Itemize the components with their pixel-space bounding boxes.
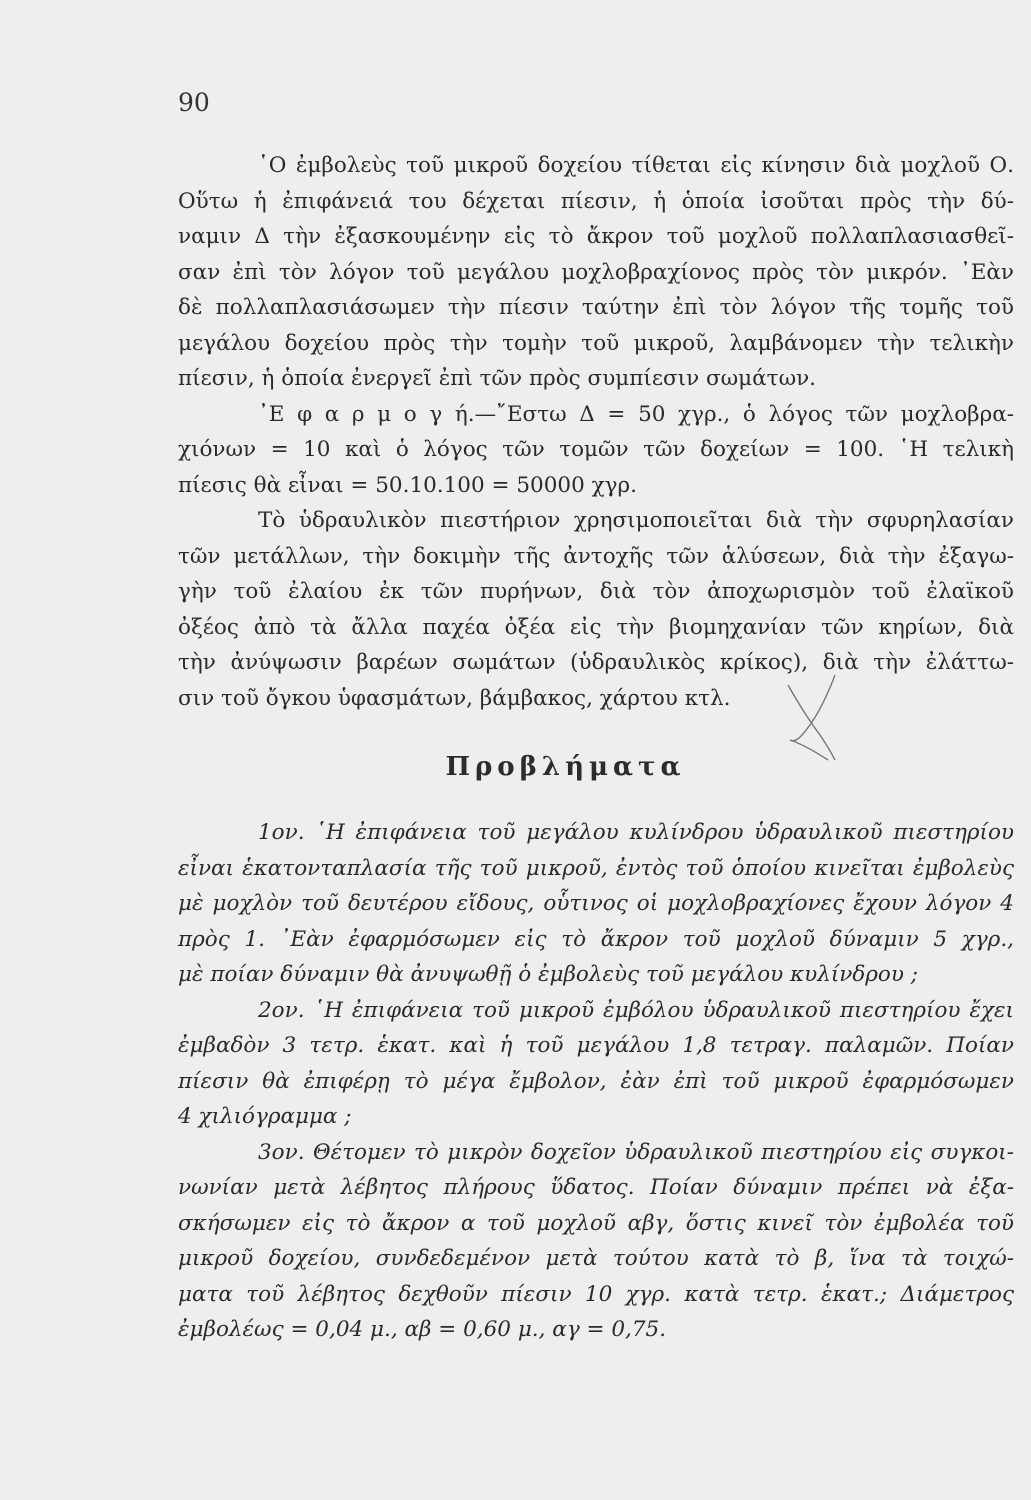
body-text — [178, 148, 1014, 716]
problem-1 — [178, 815, 1014, 993]
text-line: χιόνων = 10 καὶ ὁ λόγος τῶν τομῶν τῶν δοχείων = 100. ῾Η τελικὴ — [178, 437, 1014, 462]
page-number: 90 — [178, 88, 210, 117]
text-line: γὴν τοῦ ἐλαίου ἐκ τῶν πυρήνων, διὰ τὸν ἀποχωρισμὸν τοῦ ἐλαϊκοῦ — [178, 579, 1014, 604]
text-line: ῾Ο ἐμβολεὺς τοῦ μικροῦ δοχείου τίθεται εἰς κίνησιν διὰ μοχλοῦ Ο. — [258, 153, 1014, 178]
text-line: ἐμβολέως = 0,04 μ., αβ = 0,60 μ., αγ = 0,75. — [178, 1317, 667, 1342]
text-line: πίεσιν, ἡ ὁποία ἐνεργεῖ ἐπὶ τῶν πρὸς συμπίεσιν σωμάτων. — [178, 366, 817, 391]
problem-2 — [178, 993, 1014, 1135]
paragraph-press-description — [178, 148, 1014, 397]
text-line: 1ον. ῾Η ἐπιφάνεια τοῦ μεγάλου κυλίνδρου ὑδραυλικοῦ πιεστηρίου — [258, 820, 1014, 845]
text-line: πίεσιν θὰ ἐπιφέρῃ τὸ μέγα ἔμβολον, ἐὰν ἐπὶ τοῦ μικροῦ ἐφαρμόσωμεν — [178, 1068, 1014, 1094]
paragraph-uses — [178, 503, 1014, 716]
paragraph-application — [178, 397, 1014, 504]
text-line: 3ον. Θέτομεν τὸ μικρὸν δοχεῖον ὑδραυλικοῦ πιεστηρίου εἰς συγκοι- — [258, 1139, 1014, 1165]
text-line: ναμιν Δ τὴν ἐξασκουμένην εἰς τὸ ἄκρον τοῦ μοχλοῦ πολλαπλασιασθεῖ- — [178, 224, 1014, 249]
text-line: τῶν μετάλλων, τὴν δοκιμὴν τῆς ἀντοχῆς τῶν ἁλύσεων, διὰ τὴν ἐξαγω- — [178, 543, 1014, 569]
text-line: πίεσις θὰ εἶναι = 50.10.100 = 50000 χγρ. — [178, 472, 637, 498]
text-line: νωνίαν μετὰ λέβητος πλήρους ὕδατος. Ποίαν δύναμιν πρέπει νὰ ἐξα- — [178, 1175, 1014, 1200]
text-line: σιν τοῦ ὄγκου ὑφασμάτων, βάμβακος, χάρτου κτλ. — [178, 685, 731, 711]
text-line: ματα τοῦ λέβητος δεχθοῦν πίεσιν 10 χγρ. κατὰ τετρ. ἑκατ.; Διάμετρος — [178, 1281, 1014, 1307]
text-line: δὲ πολλαπλασιάσωμεν τὴν πίεσιν ταύτην ἐπὶ τὸν λόγον τῆς τομῆς τοῦ — [178, 295, 1014, 320]
text-line: ᾿Ε φ α ρ μ ο γ ή.—῎Εστω Δ = 50 χγρ., ὁ λόγος τῶν μοχλοβρα- — [258, 401, 1014, 427]
text-line: εἶναι ἑκατονταπλασία τῆς τοῦ μικροῦ, ἐντὸς τοῦ ὁποίου κινεῖται ἐμβολεὺς — [178, 855, 1014, 881]
problem-3 — [178, 1135, 1014, 1348]
text-line: Τὸ ὑδραυλικὸν πιεστήριον χρησιμοποιεῖται διὰ τὴν σφυρηλασίαν — [258, 508, 1014, 533]
text-line: σαν ἐπὶ τὸν λόγον τοῦ μεγάλου μοχλοβραχίονος πρὸς τὸν μικρόν. ᾿Εὰν — [178, 259, 1014, 285]
text-line: μὲ μοχλὸν τοῦ δευτέρου εἴδους, οὗτινος οἱ μοχλοβραχίονες ἔχουν λόγον 4 — [178, 891, 1014, 916]
section-heading: Προβλήματα — [445, 752, 686, 782]
text-line: μικροῦ δοχείου, συνδεδεμένον μετὰ τούτου κατὰ τὸ β, ἵνα τὰ τοιχώ- — [178, 1246, 1014, 1271]
text-line: πρὸς 1. ᾿Εὰν ἐφαρμόσωμεν εἰς τὸ ἄκρον τοῦ μοχλοῦ δύναμιν 5 χγρ., — [178, 926, 1014, 952]
text-line: ἐμβαδὸν 3 τετρ. ἑκατ. καὶ ἡ τοῦ μεγάλου 1,8 τετραγ. παλαμῶν. Ποίαν — [178, 1033, 1014, 1058]
text-line: σκήσωμεν εἰς τὸ ἄκρον α τοῦ μοχλοῦ αβγ, ὅστις κινεῖ τὸν ἐμβολέα τοῦ — [178, 1210, 1014, 1236]
text-line: ὀξέος ἀπὸ τὰ ἄλλα παχέα ὀξέα εἰς τὴν βιομηχανίαν τῶν κηρίων, διὰ — [178, 614, 1014, 640]
text-line: 2ον. ῾Η ἐπιφάνεια τοῦ μικροῦ ἐμβόλου ὑδραυλικοῦ πιεστηρίου ἔχει — [258, 997, 1014, 1023]
text-line: μὲ ποίαν δύναμιν θὰ ἀνυψωθῇ ὁ ἐμβολεὺς τοῦ μεγάλου κυλίνδρου ; — [178, 962, 919, 987]
problems-list — [178, 815, 1014, 1348]
text-line: Οὕτω ἡ ἐπιφάνειά του δέχεται πίεσιν, ἡ ὁποία ἰσοῦται πρὸς τὴν δύ- — [178, 188, 1014, 214]
text-line: τὴν ἀνύψωσιν βαρέων σωμάτων (ὑδραυλικὸς κρίκος), διὰ τὴν ἐλάττω- — [178, 650, 1014, 675]
text-line: μεγάλου δοχείου πρὸς τὴν τομὴν τοῦ μικροῦ, λαμβάνομεν τὴν τελικὴν — [178, 330, 1014, 356]
text-line: 4 χιλιόγραμμα ; — [178, 1104, 352, 1129]
